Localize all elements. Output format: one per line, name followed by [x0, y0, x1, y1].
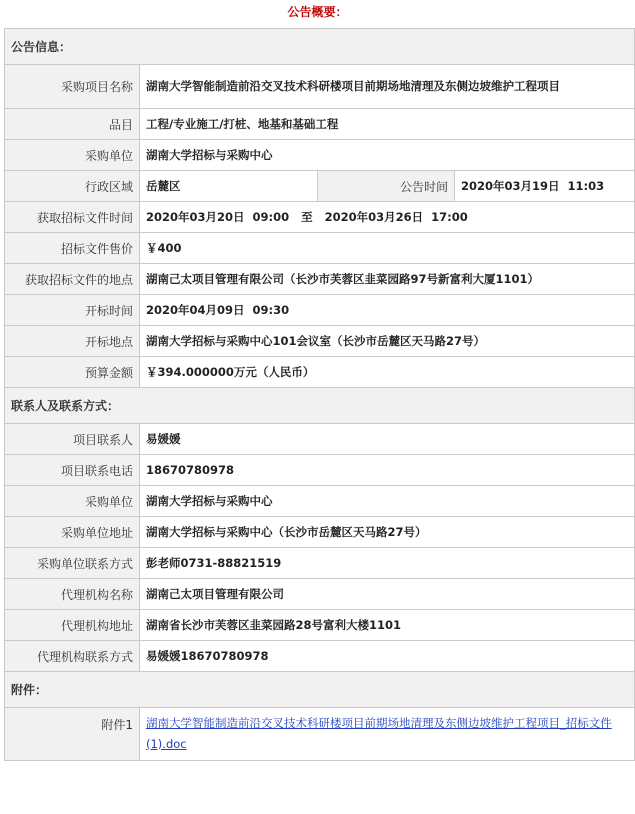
doc-time-value: 2020年03月20日 09:00 至 2020年03月26日 17:00: [140, 202, 635, 233]
contact-phone-label: 项目联系电话: [5, 455, 140, 486]
price-value: ￥400: [140, 233, 635, 264]
section-contact-heading: 联系人及联系方式：: [5, 388, 635, 424]
open-place-value: 湖南大学招标与采购中心101会议室（长沙市岳麓区天马路27号）: [140, 326, 635, 357]
agency-contact-value: 易媛媛18670780978: [140, 641, 635, 672]
contact-phone-value: 18670780978: [140, 455, 635, 486]
open-time-label: 开标时间: [5, 295, 140, 326]
notice-table: [4, 28, 635, 761]
category-label: 品目: [5, 109, 140, 140]
purchaser-value: 湖南大学招标与采购中心: [140, 140, 635, 171]
open-place-label: 开标地点: [5, 326, 140, 357]
contact-purchaser-value: 湖南大学招标与采购中心: [140, 486, 635, 517]
page-title: 公告概要：: [287, 5, 348, 19]
agency-contact-label: 代理机构联系方式: [5, 641, 140, 672]
purchaser-contact-label: 采购单位联系方式: [5, 548, 140, 579]
section-attachment-heading: 附件：: [5, 672, 635, 708]
doc-time-label: 获取招标文件时间: [5, 202, 140, 233]
agency-name-label: 代理机构名称: [5, 579, 140, 610]
attachment-1-link[interactable]: 湖南大学智能制造前沿交叉技术科研楼项目前期场地清理及东侧边坡维护工程项目_招标文件(1).doc: [146, 716, 612, 751]
price-label: 招标文件售价: [5, 233, 140, 264]
purchaser-contact-value: 彭老师0731-88821519: [140, 548, 635, 579]
agency-name-value: 湖南己太项目管理有限公司: [140, 579, 635, 610]
project-name-label: 采购项目名称: [5, 65, 140, 109]
section-info-heading: 公告信息：: [5, 29, 635, 65]
region-value: 岳麓区: [140, 171, 318, 202]
contact-purchaser-label: 采购单位: [5, 486, 140, 517]
project-name-value: 湖南大学智能制造前沿交叉技术科研楼项目前期场地清理及东侧边坡维护工程项目: [140, 65, 635, 109]
notice-time-label: 公告时间: [318, 171, 455, 202]
contact-person-value: 易媛媛: [140, 424, 635, 455]
agency-address-value: 湖南省长沙市芙蓉区韭菜园路28号富利大楼1101: [140, 610, 635, 641]
notice-time-value: 2020年03月19日 11:03: [455, 171, 635, 202]
open-time-value: 2020年04月09日 09:30: [140, 295, 635, 326]
contact-person-label: 项目联系人: [5, 424, 140, 455]
purchaser-address-label: 采购单位地址: [5, 517, 140, 548]
doc-place-label: 获取招标文件的地点: [5, 264, 140, 295]
doc-place-value: 湖南己太项目管理有限公司（长沙市芙蓉区韭菜园路97号新富利大厦1101）: [140, 264, 635, 295]
purchaser-address-value: 湖南大学招标与采购中心（长沙市岳麓区天马路27号）: [140, 517, 635, 548]
attachment-1-label: 附件1: [5, 708, 140, 761]
region-label: 行政区域: [5, 171, 140, 202]
purchaser-label: 采购单位: [5, 140, 140, 171]
attachment-1-cell: [140, 708, 635, 761]
budget-label: 预算金额: [5, 357, 140, 388]
agency-address-label: 代理机构地址: [5, 610, 140, 641]
category-value: 工程/专业施工/打桩、地基和基础工程: [140, 109, 635, 140]
budget-value: ￥394.000000万元（人民币）: [140, 357, 635, 388]
